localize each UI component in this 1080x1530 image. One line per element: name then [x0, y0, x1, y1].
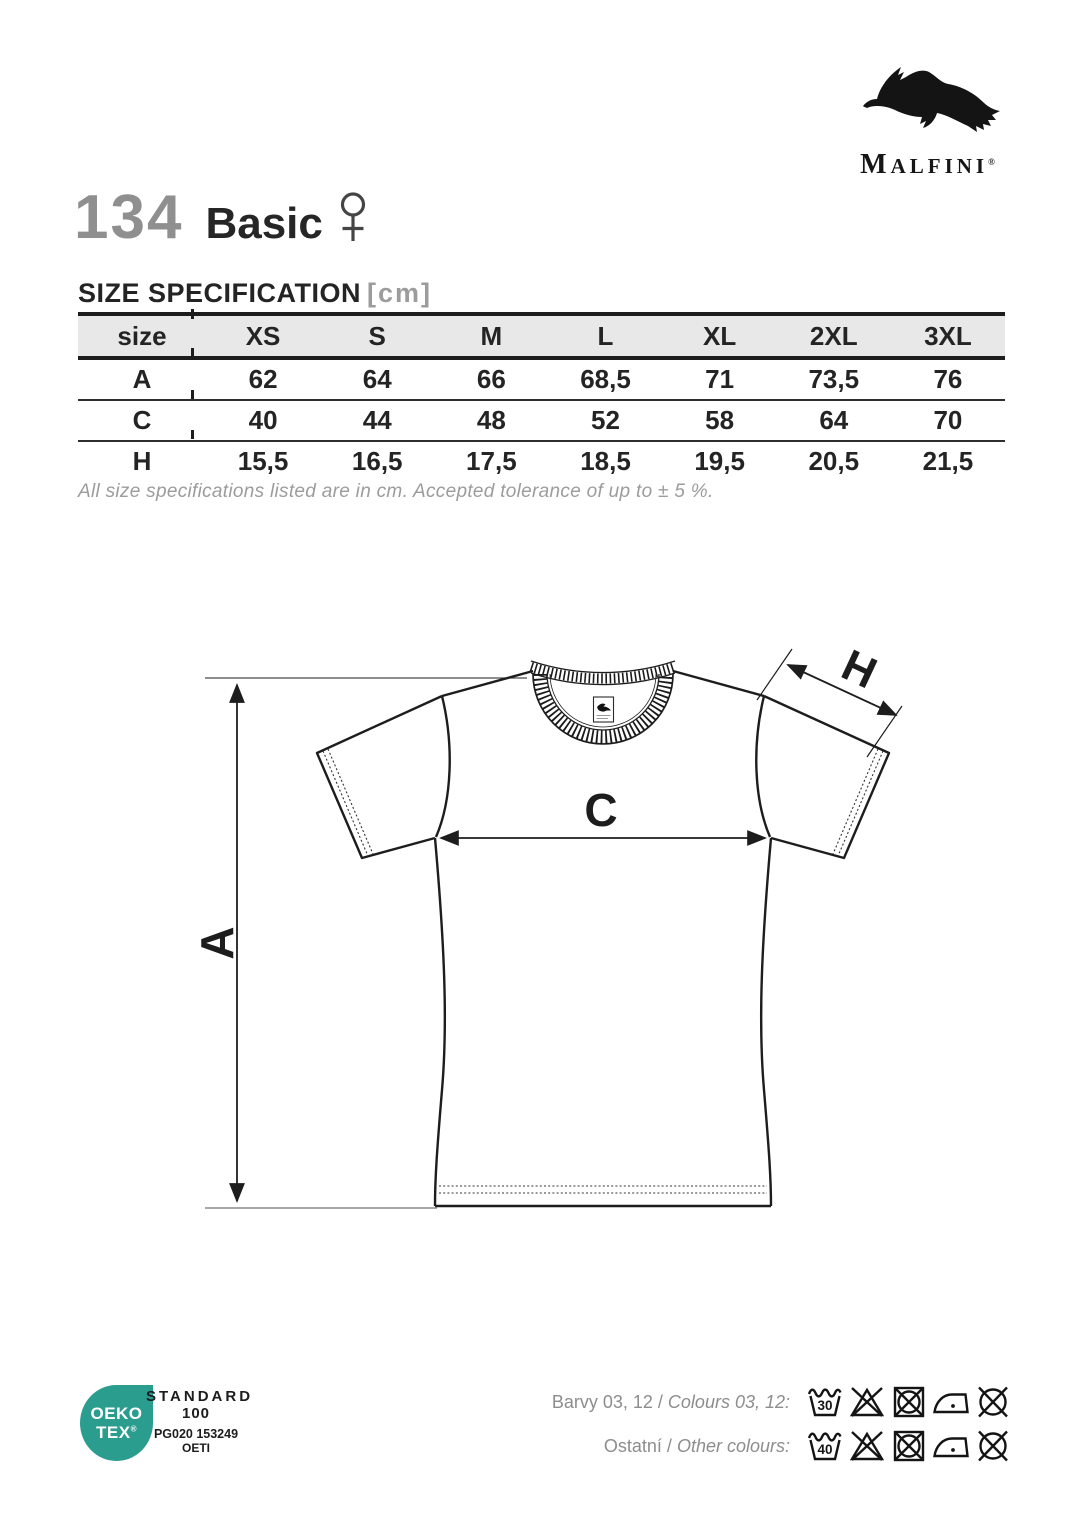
oeko-standard-block	[146, 1388, 254, 1455]
do-not-bleach-icon	[848, 1384, 886, 1418]
col-header-xl: XL	[663, 314, 777, 358]
col-header-l: L	[548, 314, 662, 358]
product-code: 134	[74, 183, 184, 252]
do-not-bleach-icon	[848, 1428, 886, 1462]
cell-a-2xl: 73,5	[777, 358, 891, 400]
measure-h-label: H	[834, 640, 884, 699]
cell-a-3xl: 76	[891, 358, 1005, 400]
do-not-dry-clean-icon	[974, 1428, 1012, 1462]
wash-tub-icon	[806, 1428, 844, 1462]
cell-c-l: 52	[548, 400, 662, 441]
col-header-2xl: 2XL	[777, 314, 891, 358]
cell-c-2xl: 64	[777, 400, 891, 441]
measure-c-label: C	[584, 784, 618, 836]
cell-h-s: 16,5	[351, 446, 403, 476]
cell-h-2xl: 20,5	[808, 446, 860, 476]
cell-a-l: 68,5	[548, 358, 662, 400]
care-label-other-colours	[530, 1436, 790, 1457]
svg-text:40: 40	[817, 1442, 833, 1457]
cell-h-m: 17,5	[466, 446, 517, 476]
col-header-3xl: 3XL	[891, 314, 1005, 358]
row-label-h: H	[132, 446, 152, 476]
cell-h-xl: 19,5	[694, 446, 745, 476]
tshirt-outline	[317, 671, 889, 1206]
row-label-a: A	[78, 358, 206, 400]
do-not-dry-clean-icon	[974, 1384, 1012, 1418]
col-header-size: size	[78, 314, 206, 358]
care-label-colours	[530, 1392, 790, 1413]
brand-name-text: MALFINI	[860, 149, 989, 180]
iron-one-dot-icon	[932, 1384, 970, 1418]
table-divider-tick	[191, 390, 194, 399]
cell-c-3xl: 70	[891, 400, 1005, 441]
table-divider-tick	[191, 430, 194, 439]
size-table	[78, 312, 1005, 481]
col-header-xs: XS	[206, 314, 320, 358]
table-divider-tick	[191, 309, 194, 319]
care-icons-row-other	[806, 1428, 1012, 1462]
size-spec-title-text: SIZE SPECIFICATION	[78, 278, 362, 308]
svg-text:30: 30	[817, 1398, 833, 1413]
tolerance-note: All size specifications listed are in cm. Accepted tolerance of up to ± 5 %.	[78, 481, 714, 502]
product-name: Basic	[205, 199, 323, 248]
neck-label	[594, 697, 614, 722]
care-label-cz: Barvy 03, 12 /	[551, 1392, 663, 1412]
do-not-tumble-dry-icon	[890, 1384, 928, 1418]
cell-c-xs: 40	[206, 400, 320, 441]
care-icons-row-colours	[806, 1384, 1012, 1418]
col-header-s: S	[320, 314, 434, 358]
cell-c-xl: 58	[663, 400, 777, 441]
wash-tub-icon	[806, 1384, 844, 1418]
oeko-badge-line1: OEKO	[90, 1403, 143, 1423]
care-label-cz: Ostatní /	[603, 1436, 672, 1456]
eagle-icon	[853, 55, 1003, 147]
cell-c-m: 48	[434, 400, 548, 441]
cell-h-l: 18,5	[580, 446, 631, 476]
size-spec-heading	[78, 278, 432, 309]
row-label-c: C	[78, 400, 206, 441]
col-header-m: M	[434, 314, 548, 358]
size-spec-unit: [cm]	[367, 278, 433, 308]
measure-h-extension-line	[867, 706, 902, 757]
table-row-h	[78, 441, 1005, 481]
female-gender-icon	[337, 192, 369, 244]
care-label-en: Other colours:	[676, 1436, 790, 1456]
cell-h-3xl: 21,5	[922, 446, 974, 476]
do-not-tumble-dry-icon	[890, 1428, 928, 1462]
cell-a-m: 66	[434, 358, 548, 400]
oeko-tex-badge	[80, 1385, 153, 1461]
cell-h-xs: 15,5	[237, 446, 289, 476]
certificate-org: OETI	[181, 1441, 210, 1455]
tshirt-technical-drawing	[180, 640, 960, 1222]
table-row-a	[78, 358, 1005, 400]
oeko-badge-line2: TEX®	[96, 1423, 137, 1442]
cell-a-xl: 71	[663, 358, 777, 400]
brand-logo	[845, 55, 1010, 181]
cell-a-s: 64	[320, 358, 434, 400]
certificate-code: PG020 153249	[153, 1427, 239, 1441]
iron-one-dot-icon	[932, 1428, 970, 1462]
table-divider-tick	[191, 348, 194, 359]
care-label-en: Colours 03, 12:	[667, 1392, 790, 1412]
cell-a-xs: 62	[206, 358, 320, 400]
table-row-c	[78, 400, 1005, 441]
measure-h-extension-line	[757, 649, 792, 700]
standard-word: STANDARD	[146, 1388, 254, 1405]
cell-c-s: 44	[320, 400, 434, 441]
measure-a-label: A	[191, 926, 244, 960]
size-table-header-row	[78, 314, 1005, 358]
product-title	[74, 183, 369, 252]
brand-wordmark	[845, 149, 1010, 181]
standard-number: 100	[181, 1405, 211, 1422]
registered-mark: ®	[988, 157, 995, 167]
